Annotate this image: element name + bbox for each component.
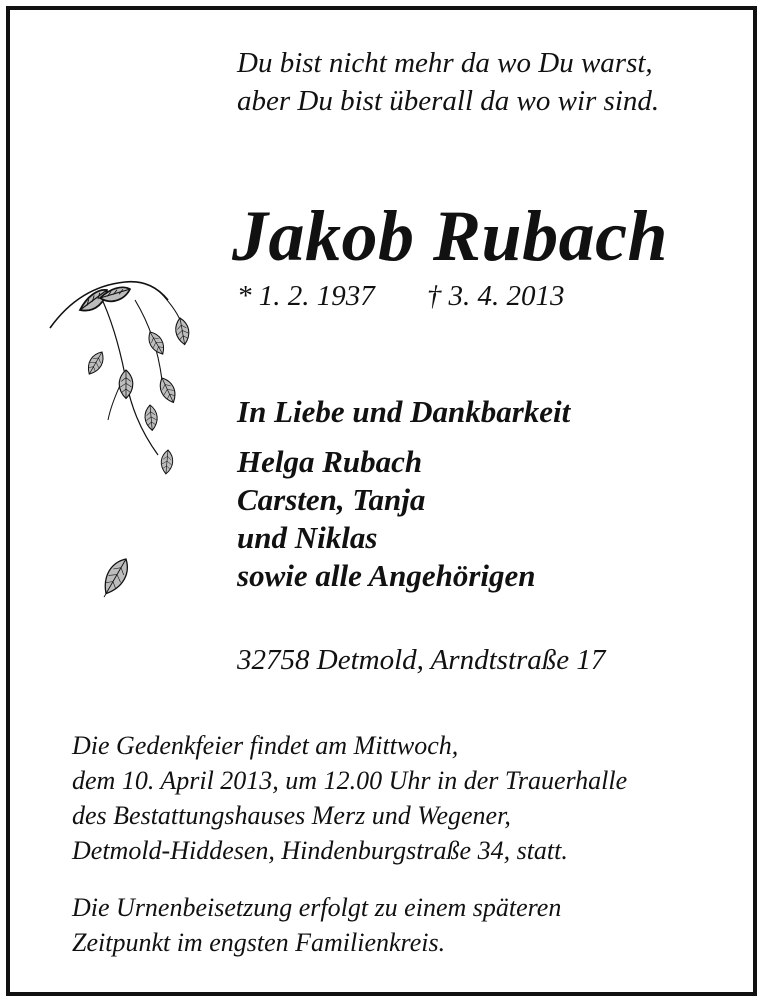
mourner-name: und Niklas	[237, 520, 378, 555]
notice-line: Detmold-Hiddesen, Hindenburgstraße 34, statt.	[72, 836, 568, 865]
falling-leaf-icon	[96, 555, 146, 615]
mourners-block	[237, 393, 570, 595]
motto	[237, 44, 659, 120]
notice-line: Die Gedenkfeier findet am Mittwoch,	[72, 731, 459, 760]
mourner-name: Helga Rubach	[237, 444, 423, 479]
deceased-name: Jakob Rubach	[232, 196, 669, 276]
notice-line: Zeitpunkt im engsten Familienkreis.	[72, 928, 446, 957]
birch-branch-icon	[40, 270, 210, 500]
notice-line: Die Urnenbeisetzung erfolgt zu einem späteren	[72, 893, 562, 922]
motto-line: aber Du bist überall da wo wir sind.	[237, 85, 660, 117]
death-date: † 3. 4. 2013	[426, 280, 565, 312]
mourner-name: sowie alle Angehörigen	[237, 558, 536, 593]
mourners-heading: In Liebe und Dankbarkeit	[237, 394, 571, 429]
address: 32758 Detmold, Arndtstraße 17	[237, 644, 606, 676]
notice-line: dem 10. April 2013, um 12.00 Uhr in der Trauerhalle	[72, 766, 628, 795]
ceremony-notice	[72, 728, 627, 868]
urn-notice	[72, 890, 561, 960]
motto-line: Du bist nicht mehr da wo Du warst,	[237, 47, 653, 79]
birth-date: * 1. 2. 1937	[237, 280, 375, 312]
life-dates	[237, 278, 565, 314]
mourner-name: Carsten, Tanja	[237, 482, 426, 517]
notice-line: des Bestattungshauses Merz und Wegener,	[72, 801, 511, 830]
